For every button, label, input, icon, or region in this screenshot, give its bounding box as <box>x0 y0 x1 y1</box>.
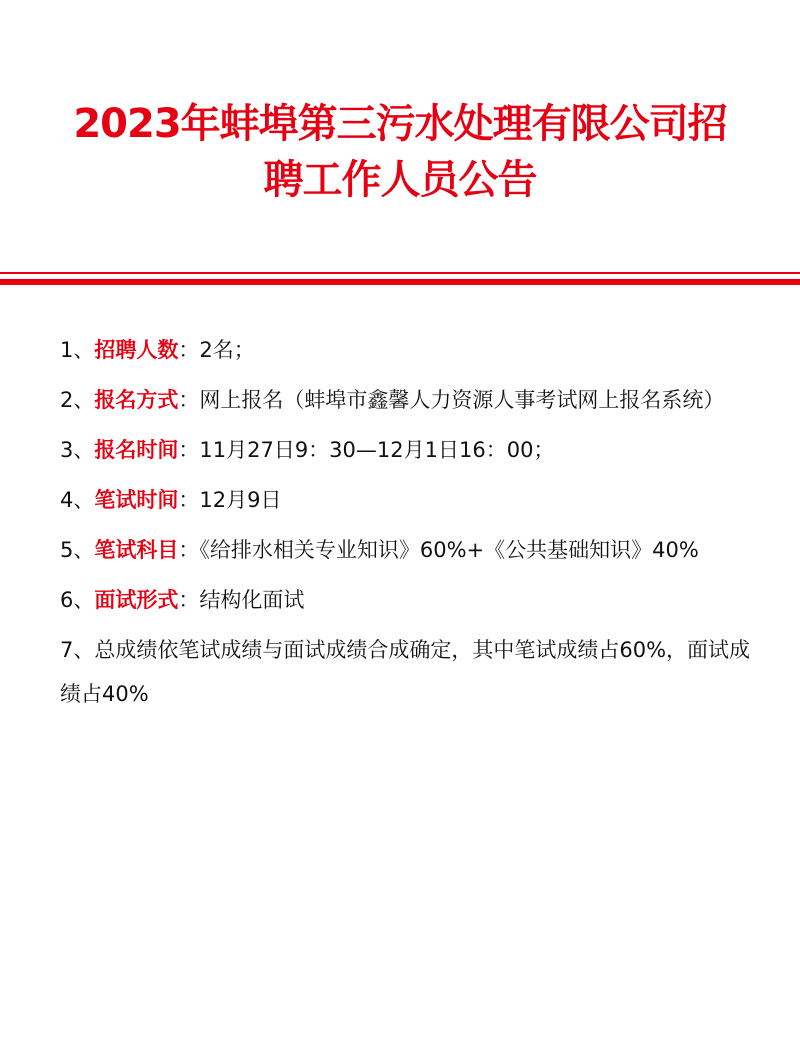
item-number: 4、 <box>60 488 95 512</box>
item-label: 笔试时间 <box>94 488 179 512</box>
item-label: 面试形式 <box>94 588 179 612</box>
item-exam-time <box>60 478 760 522</box>
item-number: 5、 <box>60 538 95 562</box>
title-line-1: 2023年蚌埠第三污水处理有限公司招 <box>73 101 727 147</box>
notice-items <box>60 328 760 722</box>
page-title <box>0 96 800 208</box>
item-exam-subjects <box>60 528 760 572</box>
item-sep: ： <box>178 588 200 612</box>
item-total-score <box>60 628 760 716</box>
item-value: 结构化面试 <box>199 588 305 612</box>
item-label: 报名方式 <box>94 388 179 412</box>
item-label: 笔试科目 <box>94 538 179 562</box>
item-sep: ： <box>178 538 200 562</box>
divider-thin <box>0 272 800 274</box>
item-value: 总成绩依笔试成绩与面试成绩合成确定，其中笔试成绩占60%，面试成绩占40% <box>60 638 751 706</box>
item-sep: ： <box>178 438 200 462</box>
item-sep: ： <box>178 388 200 412</box>
item-value: 2名； <box>199 338 255 362</box>
item-sep: ： <box>178 338 200 362</box>
item-number: 6、 <box>60 588 95 612</box>
item-sep: ： <box>178 488 200 512</box>
item-number: 1、 <box>60 338 95 362</box>
item-label: 报名时间 <box>94 438 179 462</box>
item-number: 2、 <box>60 388 95 412</box>
item-recruit-count <box>60 328 760 372</box>
item-registration-method <box>60 378 760 422</box>
item-registration-time <box>60 428 760 472</box>
item-value: 11月27日9：30—12月1日16：00； <box>199 438 555 462</box>
item-number: 3、 <box>60 438 95 462</box>
item-number: 7、 <box>60 638 95 662</box>
item-value: 12月9日 <box>199 488 282 512</box>
item-value: 《给排水相关专业知识》60%+《公共基础知识》40% <box>199 538 699 562</box>
item-label: 招聘人数 <box>94 338 179 362</box>
item-value: 网上报名（蚌埠市鑫馨人力资源人事考试网上报名系统） <box>199 388 725 412</box>
divider-thick <box>0 279 800 285</box>
title-line-2: 聘工作人员公告 <box>263 157 537 203</box>
item-interview-format <box>60 578 760 622</box>
